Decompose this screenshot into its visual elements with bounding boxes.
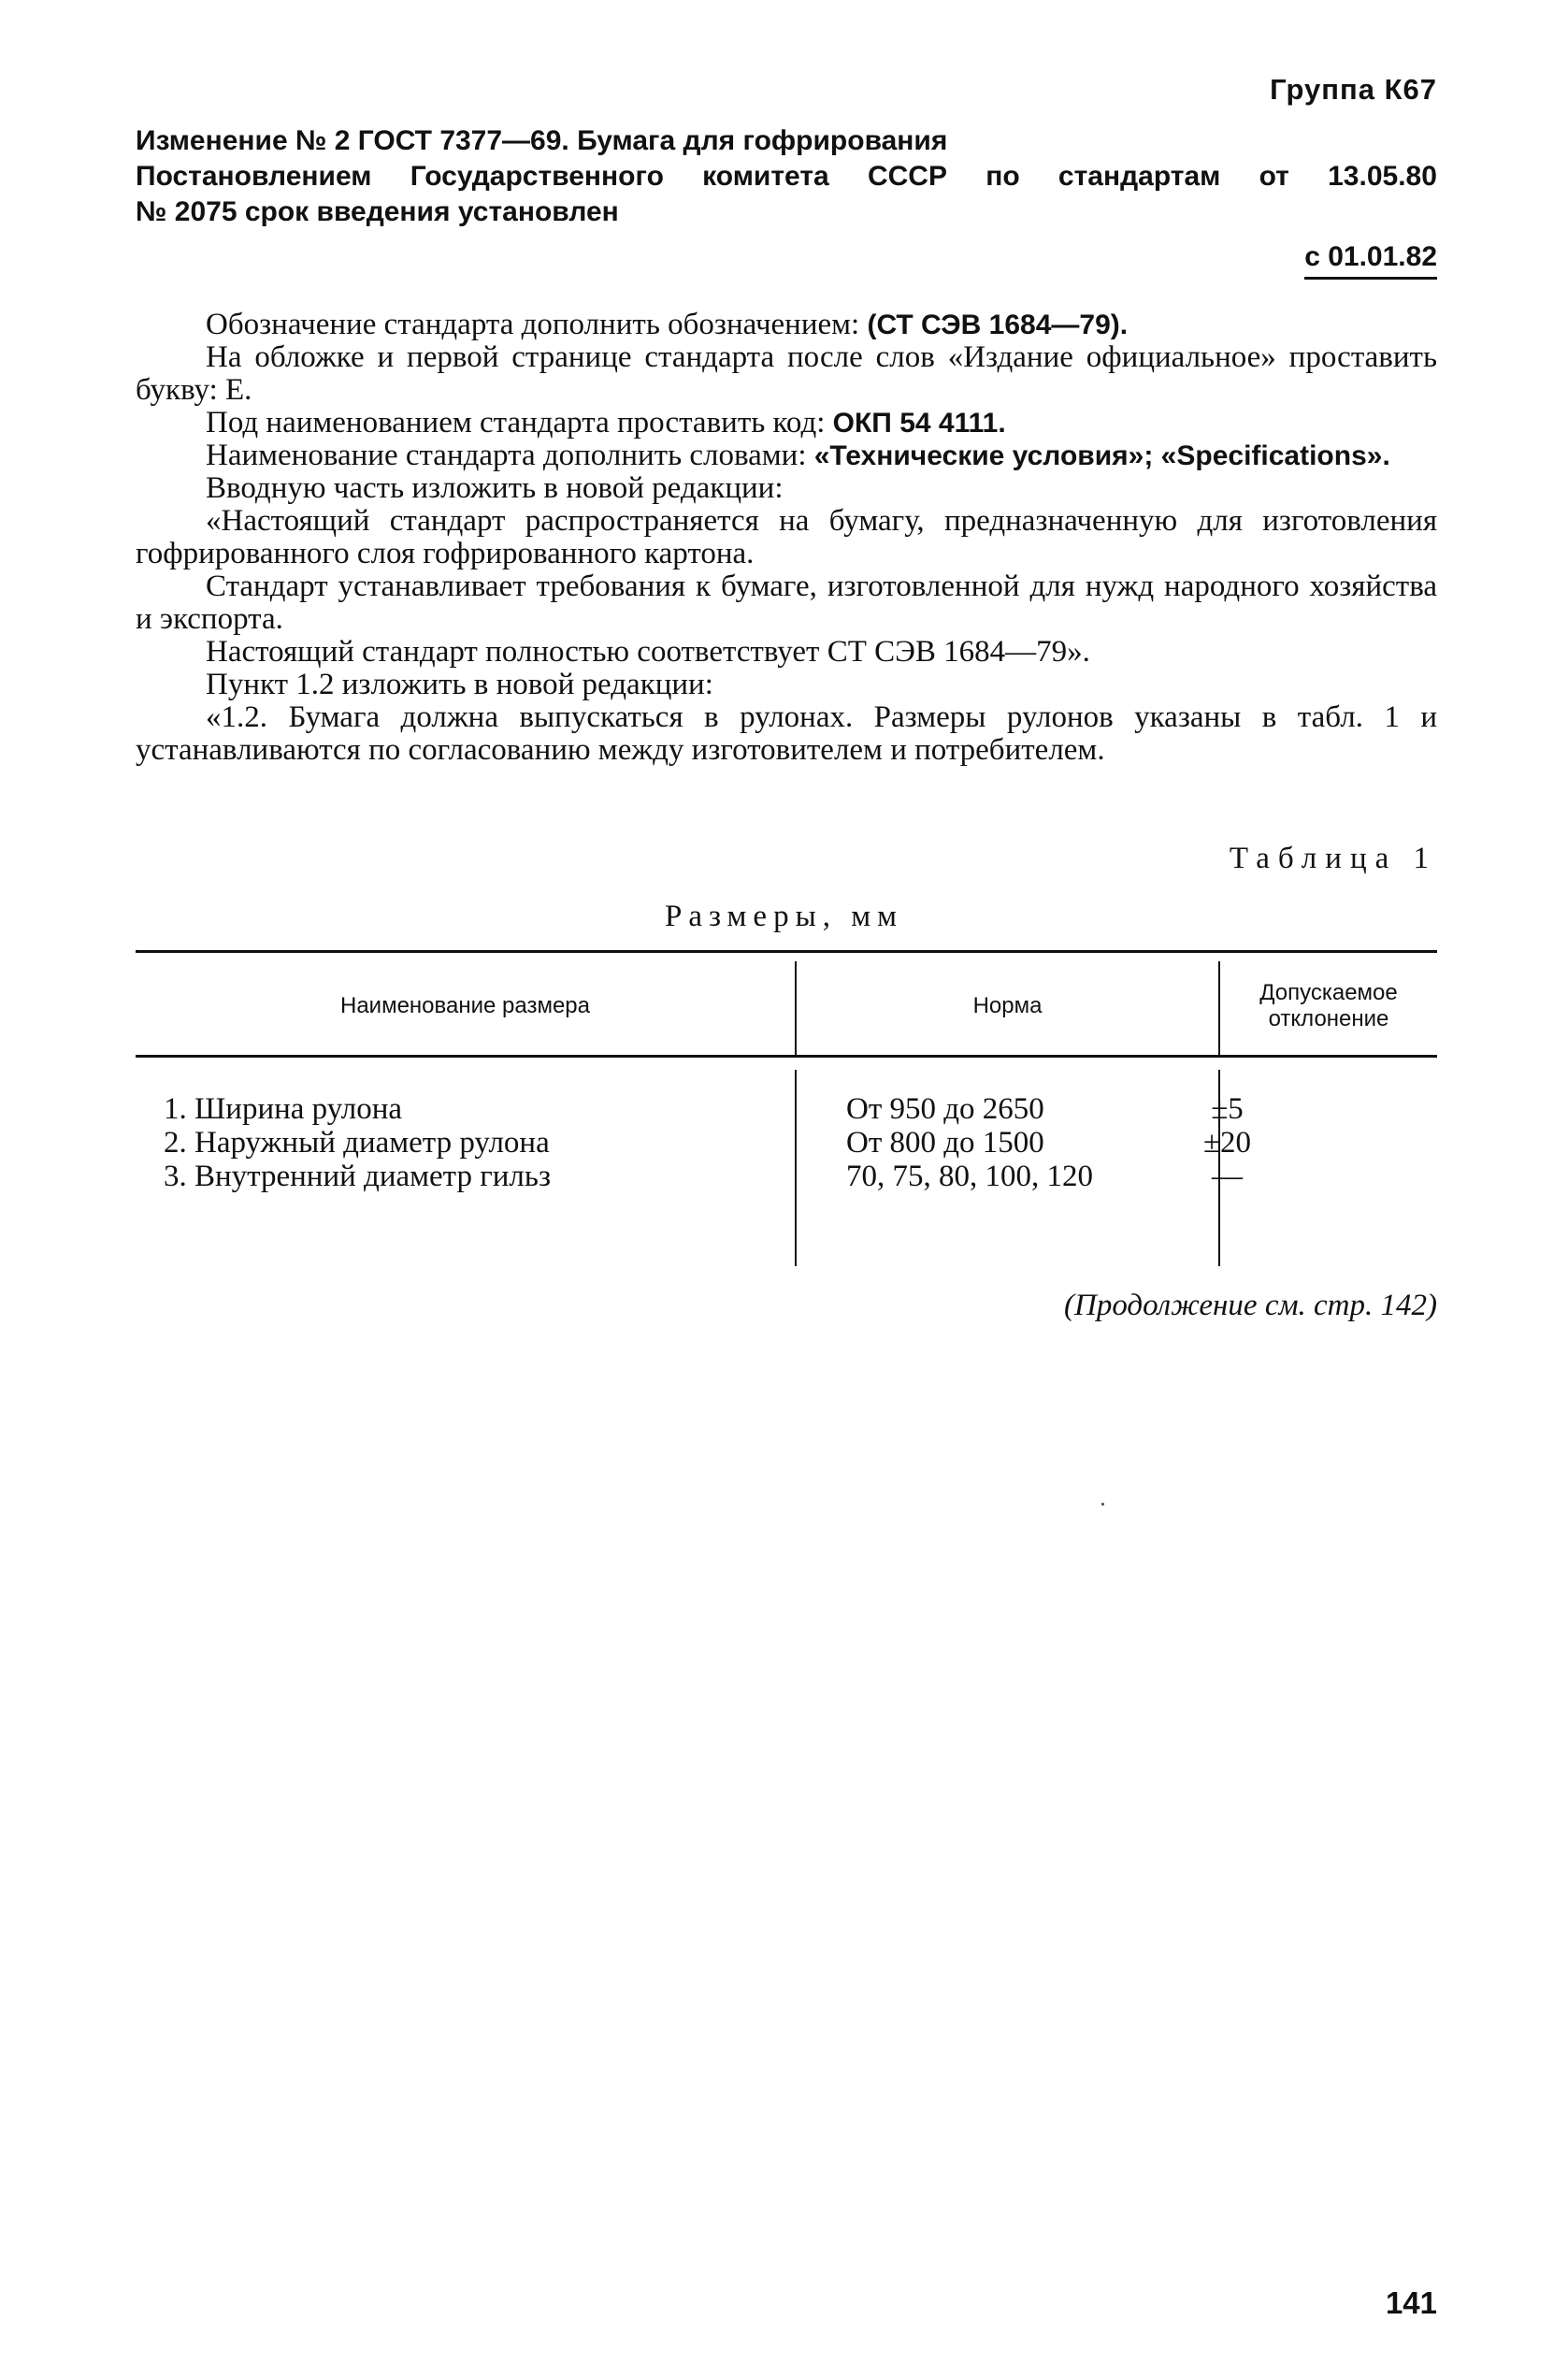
cell-tolerance: — [1212, 1160, 1243, 1193]
table-row [136, 1092, 1437, 1126]
amendment-header [136, 123, 1437, 230]
continuation-note: (Продолжение см. стр. 142) [1064, 1289, 1437, 1322]
group-code: Группа К67 [1270, 73, 1437, 106]
cell-norm: От 950 до 2650 [846, 1092, 1044, 1126]
paragraph: Пункт 1.2 изложить в новой редакции: [206, 668, 713, 701]
cell-tolerance: ±5 [1211, 1092, 1244, 1126]
resolution-number: № 2075 срок введения установлен [136, 196, 619, 227]
cell-name: 3. Внутренний диаметр гильз [164, 1160, 551, 1193]
column-header-tolerance: Допускаемое отклонение [1259, 980, 1398, 1031]
paragraph: На обложке и первой странице стандарта после слов «Издание официальное» проставить букву: Е. [136, 340, 1437, 407]
cell-tolerance: ±20 [1202, 1126, 1252, 1160]
amendment-title: Изменение № 2 ГОСТ 7377—69. Бумага для гофрирования [136, 125, 948, 156]
table-title: Размеры, мм [664, 900, 904, 933]
column-header-name: Наименование размера [339, 993, 590, 1018]
table-row [136, 1160, 1437, 1193]
table-rule-header [136, 1055, 1437, 1058]
resolution-line: Постановлением Государственного комитета СССР по стандартам от 13.05.80 [136, 161, 1437, 192]
cell-name: 1. Ширина рулона [164, 1092, 403, 1126]
cell-norm: От 800 до 1500 [846, 1126, 1044, 1160]
paragraph: Под наименованием стандарта проставить код: ОКП 54 4111. [206, 406, 1006, 440]
page-number: 141 [1385, 2285, 1437, 2320]
table-rule-top [136, 950, 1437, 953]
cell-norm: 70, 75, 80, 100, 120 [846, 1160, 1093, 1193]
paragraph: Настоящий стандарт полностью соответствует СТ СЭВ 1684—79». [206, 635, 1090, 669]
paragraph: Обозначение стандарта дополнить обозначением: (СТ СЭВ 1684—79). [206, 308, 1129, 341]
print-speck [1101, 1503, 1104, 1506]
paragraph: «1.2. Бумага должна выпускаться в рулонах. Размеры рулонов указаны в табл. 1 и устанавливаются по согласованию между изготовителем и потребителем. [136, 700, 1437, 767]
table-row [136, 1126, 1437, 1160]
paragraph: Наименование стандарта дополнить словами: «Технические условия»; «Specifications». [206, 439, 1390, 472]
effective-date: с 01.01.82 [1304, 241, 1437, 280]
column-header-norm: Норма [972, 993, 1043, 1018]
amendment-body [136, 309, 1437, 767]
table-caption: Таблица 1 [1229, 842, 1437, 875]
paragraph: «Настоящий стандарт распространяется на бумагу, предназначенную для изготовления гофрированного слоя гофрированного картона. [136, 504, 1437, 570]
paragraph: Стандарт устанавливает требования к бумаге, изготовленной для нужд народного хозяйства и экспорта. [136, 569, 1437, 636]
paragraph: Вводную часть изложить в новой редакции: [206, 471, 784, 505]
cell-name: 2. Наружный диаметр рулона [164, 1126, 550, 1160]
